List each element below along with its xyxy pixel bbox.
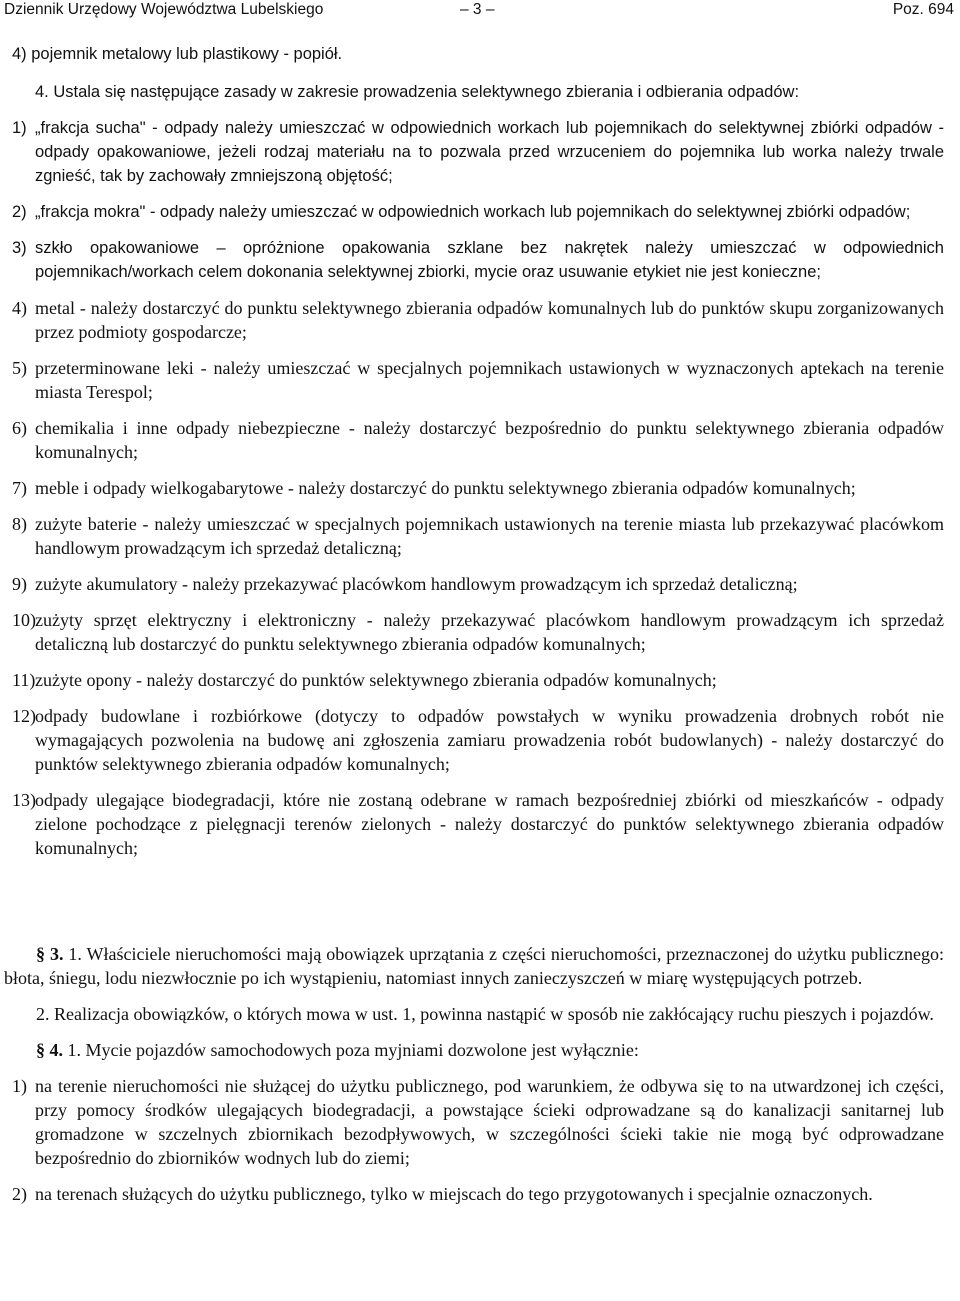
publication-title: Dziennik Urzędowy Województwa Lubelskiego xyxy=(4,1,324,18)
item-text: zużyte baterie - należy umieszczać w specjalnych pojemnikach ustawionych na terenie miasta lub przekazywać placówkom handlowym prowadzącym ich sprzedaż detaliczną; xyxy=(35,514,944,558)
item-text: „frakcja sucha" - odpady należy umieszczać w odpowiednich workach lub pojemnikach do selektywnej zbiórki odpadów - odpady opakowaniowe, jeżeli rodzaj materiału na to pozwala przed wrzuceniem do pojemnika lub worka należy trwale zgnieść, tak by zachowały zmniejszoną objętość; xyxy=(35,119,944,185)
item-text: odpady budowlane i rozbiórkowe (dotyczy to odpadów powstałych w wyniku prowadzenia drobnych robót nie wymagających pozwolenia na budowę ani zgłoszenia zamiaru prowadzenia robót budowlanych) - należy dostarczyć do punktów selektywnego zbierania odpadów komunalnych; xyxy=(35,706,944,774)
item-text: zużyte opony - należy dostarczyć do punktów selektywnego zbierania odpadów komunalnych; xyxy=(35,670,717,690)
list-item xyxy=(12,1074,944,1170)
section-4-label: § 4. xyxy=(36,1040,63,1060)
list-item xyxy=(12,476,944,500)
list-item xyxy=(12,788,944,860)
page-header xyxy=(4,0,954,22)
item-number: 9) xyxy=(12,574,27,594)
position-number: Poz. 694 xyxy=(892,1,954,18)
item-number: 3) xyxy=(12,239,27,257)
section-4-paragraph-1 xyxy=(4,1038,944,1062)
item-number: 13) xyxy=(12,790,36,810)
item-number: 12) xyxy=(12,706,36,726)
item-text: chemikalia i inne odpady niebezpieczne - należy dostarczyć bezpośrednio do punktu selektywnego zbierania odpadów komunalnych; xyxy=(35,418,944,462)
section-3-paragraph-2 xyxy=(4,1002,944,1026)
item-text: zużyty sprzęt elektryczny i elektroniczny - należy przekazywać placówkom handlowym prowadzącym ich sprzedaż detaliczną lub dostarczyć do punktu selektywnego zbierania odpadów komunalnych; xyxy=(35,610,944,654)
list-item xyxy=(12,416,944,464)
section-3-text-2: 2. Realizacja obowiązków, o których mowa w ust. 1, powinna nastąpić w sposób nie zakłócający ruchu pieszych i pojazdów. xyxy=(36,1004,934,1024)
item-number: 8) xyxy=(12,514,27,534)
list-item xyxy=(12,116,944,188)
section-3-label: § 3. xyxy=(36,944,64,964)
list-item xyxy=(12,704,944,776)
item-text: odpady ulegające biodegradacji, które nie zostaną odebrane w ramach bezpośredniej zbiórki od mieszkańców - odpady zielone pochodzące z pielęgnacji terenów zielonych - należy dostarczyć do punktów selektywnego zbierania odpadów komunalnych; xyxy=(35,790,944,858)
list-item xyxy=(12,608,944,656)
item-number: 1) xyxy=(12,1076,27,1096)
item-text: przeterminowane leki - należy umieszczać w specjalnych pojemnikach ustawionych w wyznaczonych aptekach na terenie miasta Terespol; xyxy=(35,358,944,402)
item-text: metal - należy dostarczyć do punktu selektywnego zbierania odpadów komunalnych lub do punktów skupu zorganizowanych przez podmioty gospodarcze; xyxy=(35,298,944,342)
list-item xyxy=(12,512,944,560)
item-text: „frakcja mokra" - odpady należy umieszczać w odpowiednich workach lub pojemnikach do selektywnej zbiórki odpadów; xyxy=(35,203,911,221)
item-number: 4) xyxy=(12,298,27,318)
item-number: 7) xyxy=(12,478,27,498)
list-item xyxy=(12,572,944,596)
intro-line-1: 4) pojemnik metalowy lub plastikowy - popiół. xyxy=(12,45,343,63)
item-text: zużyte akumulatory - należy przekazywać placówkom handlowym prowadzącym ich sprzedaż detaliczną; xyxy=(35,574,798,594)
section-3-text-1: 1. Właściciele nieruchomości mają obowiązek uprzątania z części nieruchomości, przeznaczonej do użytku publicznego: błota, śniegu, lodu niezwłocznie po ich wystąpieniu, natomiast innych zanieczyszczeń w miarę występujących potrzeb. xyxy=(4,944,945,988)
item-number: 2) xyxy=(12,203,27,221)
list-item xyxy=(12,668,944,692)
item-number: 2) xyxy=(12,1184,27,1204)
list-item xyxy=(12,1182,944,1206)
item-text: meble i odpady wielkogabarytowe - należy dostarczyć do punktu selektywnego zbierania odpadów komunalnych; xyxy=(35,478,856,498)
section-4-text-1: 1. Mycie pojazdów samochodowych poza myjniami dozwolone jest wyłącznie: xyxy=(67,1040,639,1060)
item-text: szkło opakowaniowe – opróżnione opakowania szklane bez nakrętek należy umieszczać w odpowiednich pojemnikach/workach celem dokonania selektywnej zbiorki, mycie oraz usuwanie etykiet nie jest konieczne; xyxy=(35,239,944,281)
list-item xyxy=(12,356,944,404)
item-number: 1) xyxy=(12,119,27,137)
item-number: 6) xyxy=(12,418,27,438)
page-number: – 3 – xyxy=(460,1,495,18)
intro-block xyxy=(12,42,944,104)
item-number: 5) xyxy=(12,358,27,378)
list-item xyxy=(12,296,944,344)
list-item xyxy=(12,236,944,284)
item-number: 10) xyxy=(12,610,36,630)
item-text: na terenie nieruchomości nie służącej do użytku publicznego, pod warunkiem, że odbywa się to na utwardzonej ich części, przy pomocy środków ulegających biodegradacji, a powstające ścieki odprowadzane są do kanalizacji sanitarnej lub gromadzone w szczelnych zbiornikach bezodpływowych, w szczególności ścieki takie nie mogą być odprowadzane bezpośrednio do zbiorników wodnych lub do ziemi; xyxy=(35,1076,944,1168)
item-number: 11) xyxy=(12,670,36,690)
item-text: na terenach służących do użytku publicznego, tylko w miejscach do tego przygotowanych i specjalnie oznaczonych. xyxy=(35,1184,873,1204)
rules-list xyxy=(12,116,944,872)
intro-line-2: 4. Ustala się następujące zasady w zakresie prowadzenia selektywnego zbierania i odbierania odpadów: xyxy=(35,83,800,101)
sections-block xyxy=(4,942,944,1218)
section-3-paragraph-1 xyxy=(4,942,944,990)
section-4-list xyxy=(12,1074,944,1206)
list-item xyxy=(12,200,944,224)
